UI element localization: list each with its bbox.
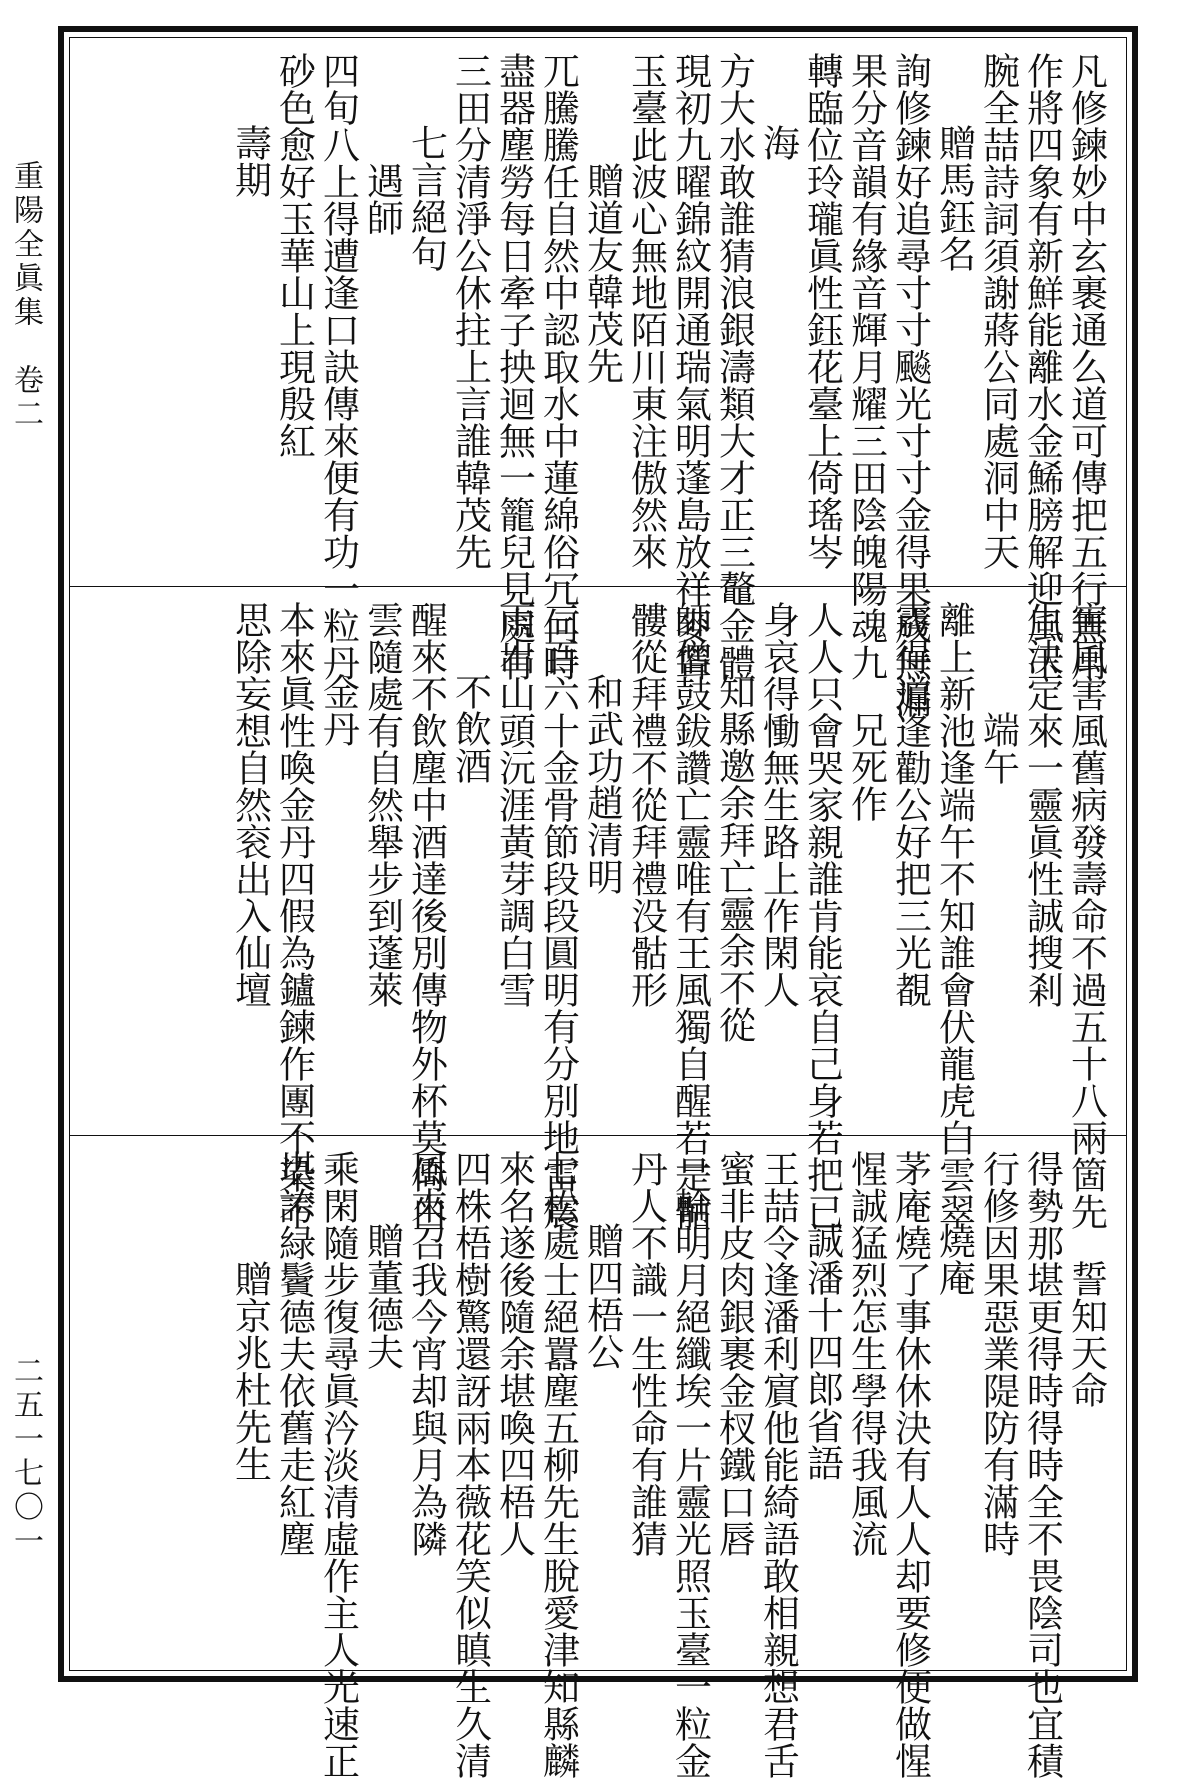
poem-title-column — [580, 1150, 624, 1664]
poem-line: 三百六十金骨節段段圓明有分別地雷震 — [536, 601, 580, 1230]
poem-title: 贈董德夫 — [360, 1222, 404, 1370]
poem-line: 乘閑隨步復尋眞汵淡清虛作主人光速正 — [316, 1150, 360, 1779]
text-column — [668, 1150, 712, 1779]
poem-line: 醒來不飲塵中酒達後別傳物外杯莫倚白 — [404, 601, 448, 1230]
text-column — [624, 1150, 668, 1664]
poem-title-column — [580, 601, 624, 1129]
text-column — [976, 52, 1020, 580]
poem-title: 贈道友韓茂先 — [580, 162, 624, 384]
poem-line: 雲隨處有自然舉步到蓬萊 — [360, 601, 404, 1008]
poem-line: 詢修鍊好追尋寸寸飈光寸寸金得果成無漏 — [888, 52, 932, 718]
text-column — [624, 601, 668, 1129]
text-column — [1020, 601, 1064, 1129]
text-column — [888, 1150, 932, 1779]
book-title: 重陽全眞集 卷二 — [8, 160, 43, 432]
poem-line: 轉臨位玲瓏眞性鈺花臺上倚瑤岑 — [800, 52, 844, 570]
text-column — [888, 52, 932, 718]
text-area — [69, 37, 1127, 1779]
poem-line: 霧得道逢勸公好把三光覩 — [888, 601, 932, 1008]
text-column — [756, 601, 800, 1129]
text-column — [844, 52, 888, 681]
poem-line: 方大水敢誰猜浪銀濤類大才正三鼇金體 — [712, 52, 756, 681]
poem-line: 王喆令逢潘利賔他能綺語敢相親想君舌 — [756, 1150, 800, 1779]
poem-title: 和武功趙清明 — [580, 673, 624, 895]
text-column — [668, 601, 712, 1230]
text-column — [536, 1150, 580, 1779]
poem-line: 茅庵燒了事休休決有人人却要修便做惺 — [888, 1150, 932, 1779]
poem-line: 凡修鍊妙中玄裹通么道可傳把五行無用 — [1064, 52, 1108, 681]
text-column — [228, 601, 272, 1129]
text-column — [492, 52, 536, 681]
register-bottom — [70, 1136, 1126, 1779]
poem-title: 誓知天命 — [1064, 1260, 1108, 1408]
poem-line: 果分音韻有緣音輝月耀三田陰魄陽魂九 — [844, 52, 888, 681]
text-column — [272, 601, 316, 1230]
poem-title-column — [800, 1150, 844, 1664]
text-column — [360, 601, 404, 1129]
text-column — [272, 1150, 316, 1664]
poem-title-column — [1064, 1150, 1108, 1664]
poem-line: 三田分清淨公休拄上言誰韓茂先 — [448, 52, 492, 570]
text-column — [492, 1150, 536, 1664]
poem-title-column — [976, 601, 1020, 1129]
poem-title: 贈馬鈺名 — [932, 124, 976, 272]
text-column — [712, 52, 756, 681]
poem-line: 人人只會哭家親誰肯能哀自己身若把已 — [800, 601, 844, 1230]
poem-title-column — [360, 52, 404, 580]
poem-title: 端午 — [976, 711, 1020, 785]
text-column — [404, 1150, 448, 1664]
register-middle — [70, 587, 1126, 1230]
column-group — [228, 1150, 1108, 1779]
poem-title: 金丹 — [316, 673, 360, 747]
poem-line: 得勢那堪更得時得時全不畏陰司也宜積 — [1020, 1150, 1064, 1779]
poem-line: 現初九曜錦紋開通瑞氣明蓬島放祥麥聳 — [668, 52, 712, 681]
text-column — [492, 601, 536, 1129]
text-column — [844, 1150, 888, 1664]
poem-line: 玉臺此波心無地陌川東注傲然來 — [624, 52, 668, 570]
poem-title: 遇師 — [360, 162, 404, 236]
text-column — [536, 52, 580, 681]
poem-line: 砂色愈好玉華山上現殷紅 — [272, 52, 316, 459]
poem-line: 生決定來一靈眞性誠搜剎 — [1020, 601, 1064, 1008]
text-column — [1020, 52, 1064, 681]
text-column — [1064, 601, 1108, 1230]
poem-title-column — [932, 1150, 976, 1664]
text-column — [800, 601, 844, 1230]
text-column — [448, 52, 492, 580]
poem-title: 贈京兆杜先生 — [228, 1260, 272, 1482]
text-column — [624, 52, 668, 580]
text-column — [1064, 52, 1108, 681]
text-column — [800, 52, 844, 580]
poem-line: 一輪明月絕纖埃一片靈光照玉臺一粒金 — [668, 1150, 712, 1779]
poem-line: 害風害風舊病發壽命不過五十八兩箇先 — [1064, 601, 1108, 1230]
poem-title: 知縣邀余拜亡靈余不從 — [712, 673, 756, 1043]
text-column — [932, 601, 976, 1230]
poem-line: 作將四象有新鮮能離水金鯑膀解迎風玉 — [1020, 52, 1064, 681]
poem-line: 四株梧樹驚還訝兩本薇花笑似瞋生久清 — [448, 1150, 492, 1779]
poem-title-column — [844, 601, 888, 1129]
poem-line: 雨出山頭沅涯黃芽調白雪 — [492, 601, 536, 1008]
text-column — [404, 601, 448, 1230]
poem-title: 不飲酒 — [448, 673, 492, 784]
poem-line: 行修因果惡業隄防有滿時 — [976, 1150, 1020, 1557]
text-column — [536, 601, 580, 1230]
poem-title-column — [580, 52, 624, 580]
poem-line: 髏從拜禮不從拜禮没骷形 — [624, 601, 668, 1008]
poem-line: 盡器塵勞每日牽子抰迴無一籠兒見處有 — [492, 52, 536, 681]
poem-line: 身哀得慟無生路上作閑人 — [756, 601, 800, 1008]
poem-line: 七松處士絕囂塵五柳先生脫愛津知縣麟 — [536, 1150, 580, 1779]
column-group — [228, 601, 1108, 1230]
poem-title: 贈四梧公 — [580, 1222, 624, 1370]
text-column — [272, 52, 316, 580]
poem-title-column — [360, 1150, 404, 1664]
poem-title-column — [712, 601, 756, 1129]
text-column — [316, 52, 360, 681]
poem-title: 七言絕句 — [404, 124, 448, 272]
poem-line: 風來召我今宵却與月為隣 — [404, 1150, 448, 1557]
poem-line: 離上新池逢端午不知誰會伏龍虎白雲翠 — [932, 601, 976, 1230]
page-frame — [58, 26, 1138, 1779]
text-column — [976, 1150, 1020, 1664]
text-column — [1020, 1150, 1064, 1779]
text-column — [668, 52, 712, 681]
poem-title-column — [404, 52, 448, 580]
text-column — [448, 1150, 492, 1779]
poem-line: 兀騰騰任自然中認取水中蓮綿俗冗何時 — [536, 52, 580, 681]
poem-line: 師僧鼓鈸讚亡靈唯有王風獨自醒若是骷 — [668, 601, 712, 1230]
poem-title-column — [448, 601, 492, 1129]
poem-line: 來名遂後隨余堪喚四梧人 — [492, 1150, 536, 1557]
poem-line: 本來眞性喚金丹四假為鑪鍊作團不染不 — [272, 601, 316, 1230]
poem-line: 堪誇緑鬢德夫依舊走紅塵 — [272, 1150, 316, 1557]
poem-line: 思除妄想自然衮出入仙壇 — [228, 601, 272, 1008]
poem-title-column — [228, 1150, 272, 1664]
poem-title-column — [316, 601, 360, 1129]
poem-line: 腕全喆詩詞須謝蔣公同處洞中天 — [976, 52, 1020, 570]
poem-line: 丹人不識一生性命有誰猜 — [624, 1150, 668, 1557]
text-column — [756, 1150, 800, 1779]
poem-title: 誠潘十四郎省語 — [800, 1222, 844, 1481]
text-column — [888, 601, 932, 1129]
poem-title: 壽期 — [228, 124, 272, 198]
poem-title-column — [932, 52, 976, 580]
poem-line: 四旬八上得遭逢口訣傳來便有功一粒丹 — [316, 52, 360, 681]
poem-title-column — [756, 52, 800, 580]
poem-line: 蜜非皮肉銀裹金杈鐵口唇 — [712, 1150, 756, 1557]
poem-line: 惺誠猛烈怎生學得我風流 — [844, 1150, 888, 1557]
text-column — [316, 1150, 360, 1779]
poem-title: 兄死作 — [844, 711, 888, 822]
text-column — [712, 1150, 756, 1664]
poem-title-column — [228, 52, 272, 580]
poem-title: 燒庵 — [932, 1222, 976, 1296]
poem-title: 海 — [756, 124, 800, 161]
page-number: 二五一七〇一 — [8, 1355, 43, 1559]
